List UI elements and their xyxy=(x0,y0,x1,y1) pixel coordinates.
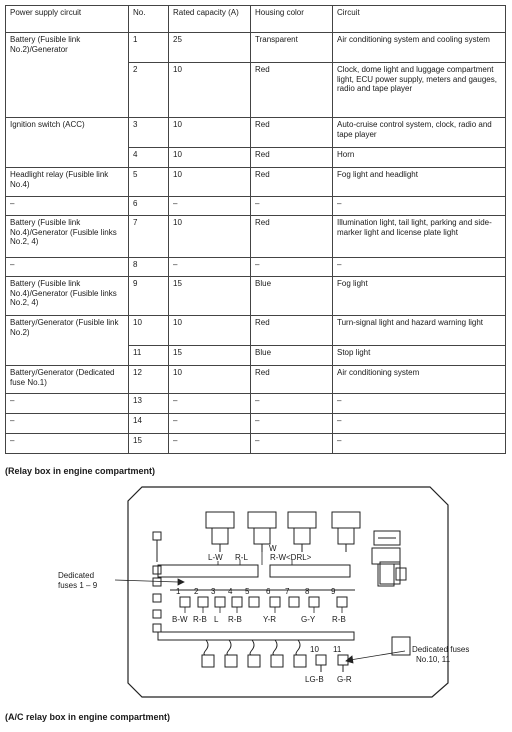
relay-icon xyxy=(332,512,360,552)
color-cell: – xyxy=(251,197,333,216)
wire-label: W xyxy=(269,544,277,553)
relay-group xyxy=(206,512,400,586)
fuse-no-cell: 7 xyxy=(129,216,169,258)
color-cell: – xyxy=(251,414,333,434)
fuse-number: 8 xyxy=(305,587,310,596)
capacity-cell: 25 xyxy=(169,33,251,63)
color-cell: Red xyxy=(251,148,333,168)
circuit-cell: Air conditioning system and cooling system xyxy=(333,33,506,63)
power-supply-cell: Battery (Fusible link No.4)/Generator (Fusible links No.2, 4) xyxy=(6,216,129,258)
table-row xyxy=(6,33,506,63)
component-group xyxy=(374,531,410,655)
wire-label: L-W xyxy=(208,553,223,562)
fuse-no-cell: 1 xyxy=(129,33,169,63)
fuse-socket-11 xyxy=(338,655,348,665)
fuse-no-cell: 13 xyxy=(129,394,169,414)
wire-label: R-L xyxy=(235,553,248,562)
table-row xyxy=(6,366,506,394)
fuse-number: 1 xyxy=(176,587,181,596)
circuit-cell: – xyxy=(333,434,506,454)
color-cell: – xyxy=(251,394,333,414)
circuit-cell: Horn xyxy=(333,148,506,168)
callout-left-line1: Dedicated xyxy=(58,571,95,580)
wire-label: Y-R xyxy=(263,615,277,624)
table-row xyxy=(6,394,506,414)
capacity-cell: 10 xyxy=(169,316,251,346)
color-cell: Red xyxy=(251,118,333,148)
color-cell: Blue xyxy=(251,346,333,366)
fuse-no-cell: 6 xyxy=(129,197,169,216)
color-cell: Red xyxy=(251,316,333,346)
fuse-number: 11 xyxy=(333,645,342,654)
color-cell: Red xyxy=(251,366,333,394)
power-supply-cell: Battery/Generator (Fusible link No.2) xyxy=(6,316,129,366)
relay-icon xyxy=(206,512,234,552)
color-cell: – xyxy=(251,434,333,454)
power-supply-cell: – xyxy=(6,414,129,434)
fuse-socket xyxy=(198,597,208,607)
bus-bar xyxy=(270,565,350,577)
bus-bar-group xyxy=(158,565,354,640)
fuse-number: 10 xyxy=(310,645,319,654)
fuse-number: 5 xyxy=(245,587,250,596)
fuse-socket xyxy=(215,597,225,607)
capacity-cell: 10 xyxy=(169,148,251,168)
capacity-cell: 10 xyxy=(169,63,251,118)
circuit-cell: Auto-cruise control system, clock, radio and tape player xyxy=(333,118,506,148)
relay-socket xyxy=(248,655,260,667)
fuse-no-cell: 11 xyxy=(129,346,169,366)
table-row xyxy=(6,434,506,454)
fuse-no-cell: 15 xyxy=(129,434,169,454)
capacity-cell: 10 xyxy=(169,168,251,197)
callout-right-line2: No.10, 11 xyxy=(416,655,451,664)
bus-bar xyxy=(158,632,354,640)
power-supply-cell: Battery (Fusible link No.4)/Generator (Fusible links No.2, 4) xyxy=(6,277,129,316)
callout-left-line2: fuses 1 – 9 xyxy=(58,581,98,590)
power-supply-cell: Battery (Fusible link No.2)/Generator xyxy=(6,33,129,118)
power-supply-cell: – xyxy=(6,258,129,277)
table-header-row xyxy=(6,6,506,33)
capacity-cell: – xyxy=(169,197,251,216)
table-row xyxy=(6,414,506,434)
fuse-no-cell: 8 xyxy=(129,258,169,277)
fuse-number: 4 xyxy=(228,587,233,596)
color-cell: – xyxy=(251,258,333,277)
fuse-socket xyxy=(249,597,259,607)
fuse-table xyxy=(5,5,506,454)
power-supply-cell: – xyxy=(6,197,129,216)
fuse-socket xyxy=(270,597,280,607)
color-cell: Transparent xyxy=(251,33,333,63)
table-row xyxy=(6,197,506,216)
capacity-cell: 10 xyxy=(169,216,251,258)
power-supply-cell: Battery/Generator (Dedicated fuse No.1) xyxy=(6,366,129,394)
fuse-socket xyxy=(180,597,190,607)
power-supply-cell: Headlight relay (Fusible link No.4) xyxy=(6,168,129,197)
fuse-number: 7 xyxy=(285,587,290,596)
table-row xyxy=(6,216,506,258)
wire-label: B-W xyxy=(172,615,188,624)
capacity-cell: 10 xyxy=(169,118,251,148)
power-supply-cell: Ignition switch (ACC) xyxy=(6,118,129,168)
fuse-socket xyxy=(337,597,347,607)
connector-icon xyxy=(380,562,400,584)
wire-label: R-B xyxy=(332,615,346,624)
table-row xyxy=(6,316,506,346)
fuse-socket xyxy=(309,597,319,607)
fuse-socket xyxy=(289,597,299,607)
left-connector-column xyxy=(153,532,161,632)
fuse-number: 3 xyxy=(211,587,216,596)
table-row xyxy=(6,277,506,316)
circuit-cell: – xyxy=(333,197,506,216)
color-cell: Blue xyxy=(251,277,333,316)
wire-label: R-B xyxy=(193,615,207,624)
color-cell: Red xyxy=(251,63,333,118)
relay-socket xyxy=(294,655,306,667)
fuse-number: 9 xyxy=(331,587,336,596)
table-row xyxy=(6,118,506,148)
relay-socket xyxy=(202,655,214,667)
circuit-cell: Stop light xyxy=(333,346,506,366)
capacity-cell: 15 xyxy=(169,346,251,366)
circuit-cell: Fog light xyxy=(333,277,506,316)
ac-relay-box-caption: (A/C relay box in engine compartment) xyxy=(5,712,171,722)
fuse-socket xyxy=(232,597,242,607)
circuit-cell: Air conditioning system xyxy=(333,366,506,394)
circuit-cell: – xyxy=(333,258,506,277)
relay-socket xyxy=(225,655,237,667)
capacity-cell: 15 xyxy=(169,277,251,316)
callout-lines xyxy=(115,579,405,663)
wire-label: LG-B xyxy=(305,675,324,684)
wire-label: R-B xyxy=(228,615,242,624)
fuse-no-cell: 4 xyxy=(129,148,169,168)
circuit-cell: – xyxy=(333,394,506,414)
capacity-cell: – xyxy=(169,394,251,414)
header-circuit: Circuit xyxy=(333,6,506,33)
fuse-no-cell: 3 xyxy=(129,118,169,148)
fuse-no-cell: 10 xyxy=(129,316,169,346)
fuse-no-cell: 9 xyxy=(129,277,169,316)
relay-socket xyxy=(271,655,283,667)
capacity-cell: – xyxy=(169,414,251,434)
capacity-cell: – xyxy=(169,434,251,454)
circuit-cell: Fog light and headlight xyxy=(333,168,506,197)
circuit-cell: – xyxy=(333,414,506,434)
relay-icon xyxy=(288,512,316,552)
header-no: No. xyxy=(129,6,169,33)
circuit-cell: Illumination light, tail light, parking and side-marker light and license plate light xyxy=(333,216,506,258)
capacity-cell: 10 xyxy=(169,366,251,394)
capacity-cell: – xyxy=(169,258,251,277)
circuit-cell: Clock, dome light and luggage compartment light, ECU power supply, meters and gauges, radio and tape player xyxy=(333,63,506,118)
wire-label: L xyxy=(214,615,219,624)
fuse-no-cell: 5 xyxy=(129,168,169,197)
header-rated-capacity: Rated capacity (A) xyxy=(169,6,251,33)
header-housing-color: Housing color xyxy=(251,6,333,33)
wire-label: G-Y xyxy=(301,615,316,624)
power-supply-cell: – xyxy=(6,434,129,454)
bus-bar xyxy=(158,565,258,577)
header-power-supply: Power supply circuit xyxy=(6,6,129,33)
fuse-number: 2 xyxy=(194,587,199,596)
wire-label: R-W<DRL> xyxy=(270,553,312,562)
table-row xyxy=(6,168,506,197)
power-supply-cell: – xyxy=(6,394,129,414)
color-cell: Red xyxy=(251,168,333,197)
relay-box-caption: (Relay box in engine compartment) xyxy=(5,466,156,476)
lower-socket-row xyxy=(202,640,348,672)
color-cell: Red xyxy=(251,216,333,258)
wire-label: G-R xyxy=(337,675,352,684)
relay-box-diagram xyxy=(0,480,512,712)
fuse-no-cell: 2 xyxy=(129,63,169,118)
callout-right-line1: Dedicated fuses xyxy=(412,645,470,654)
fuse-socket-10 xyxy=(316,655,326,665)
fuse-number: 6 xyxy=(266,587,271,596)
table-row xyxy=(6,258,506,277)
circuit-cell: Turn-signal light and hazard warning light xyxy=(333,316,506,346)
fuse-no-cell: 14 xyxy=(129,414,169,434)
fuse-no-cell: 12 xyxy=(129,366,169,394)
